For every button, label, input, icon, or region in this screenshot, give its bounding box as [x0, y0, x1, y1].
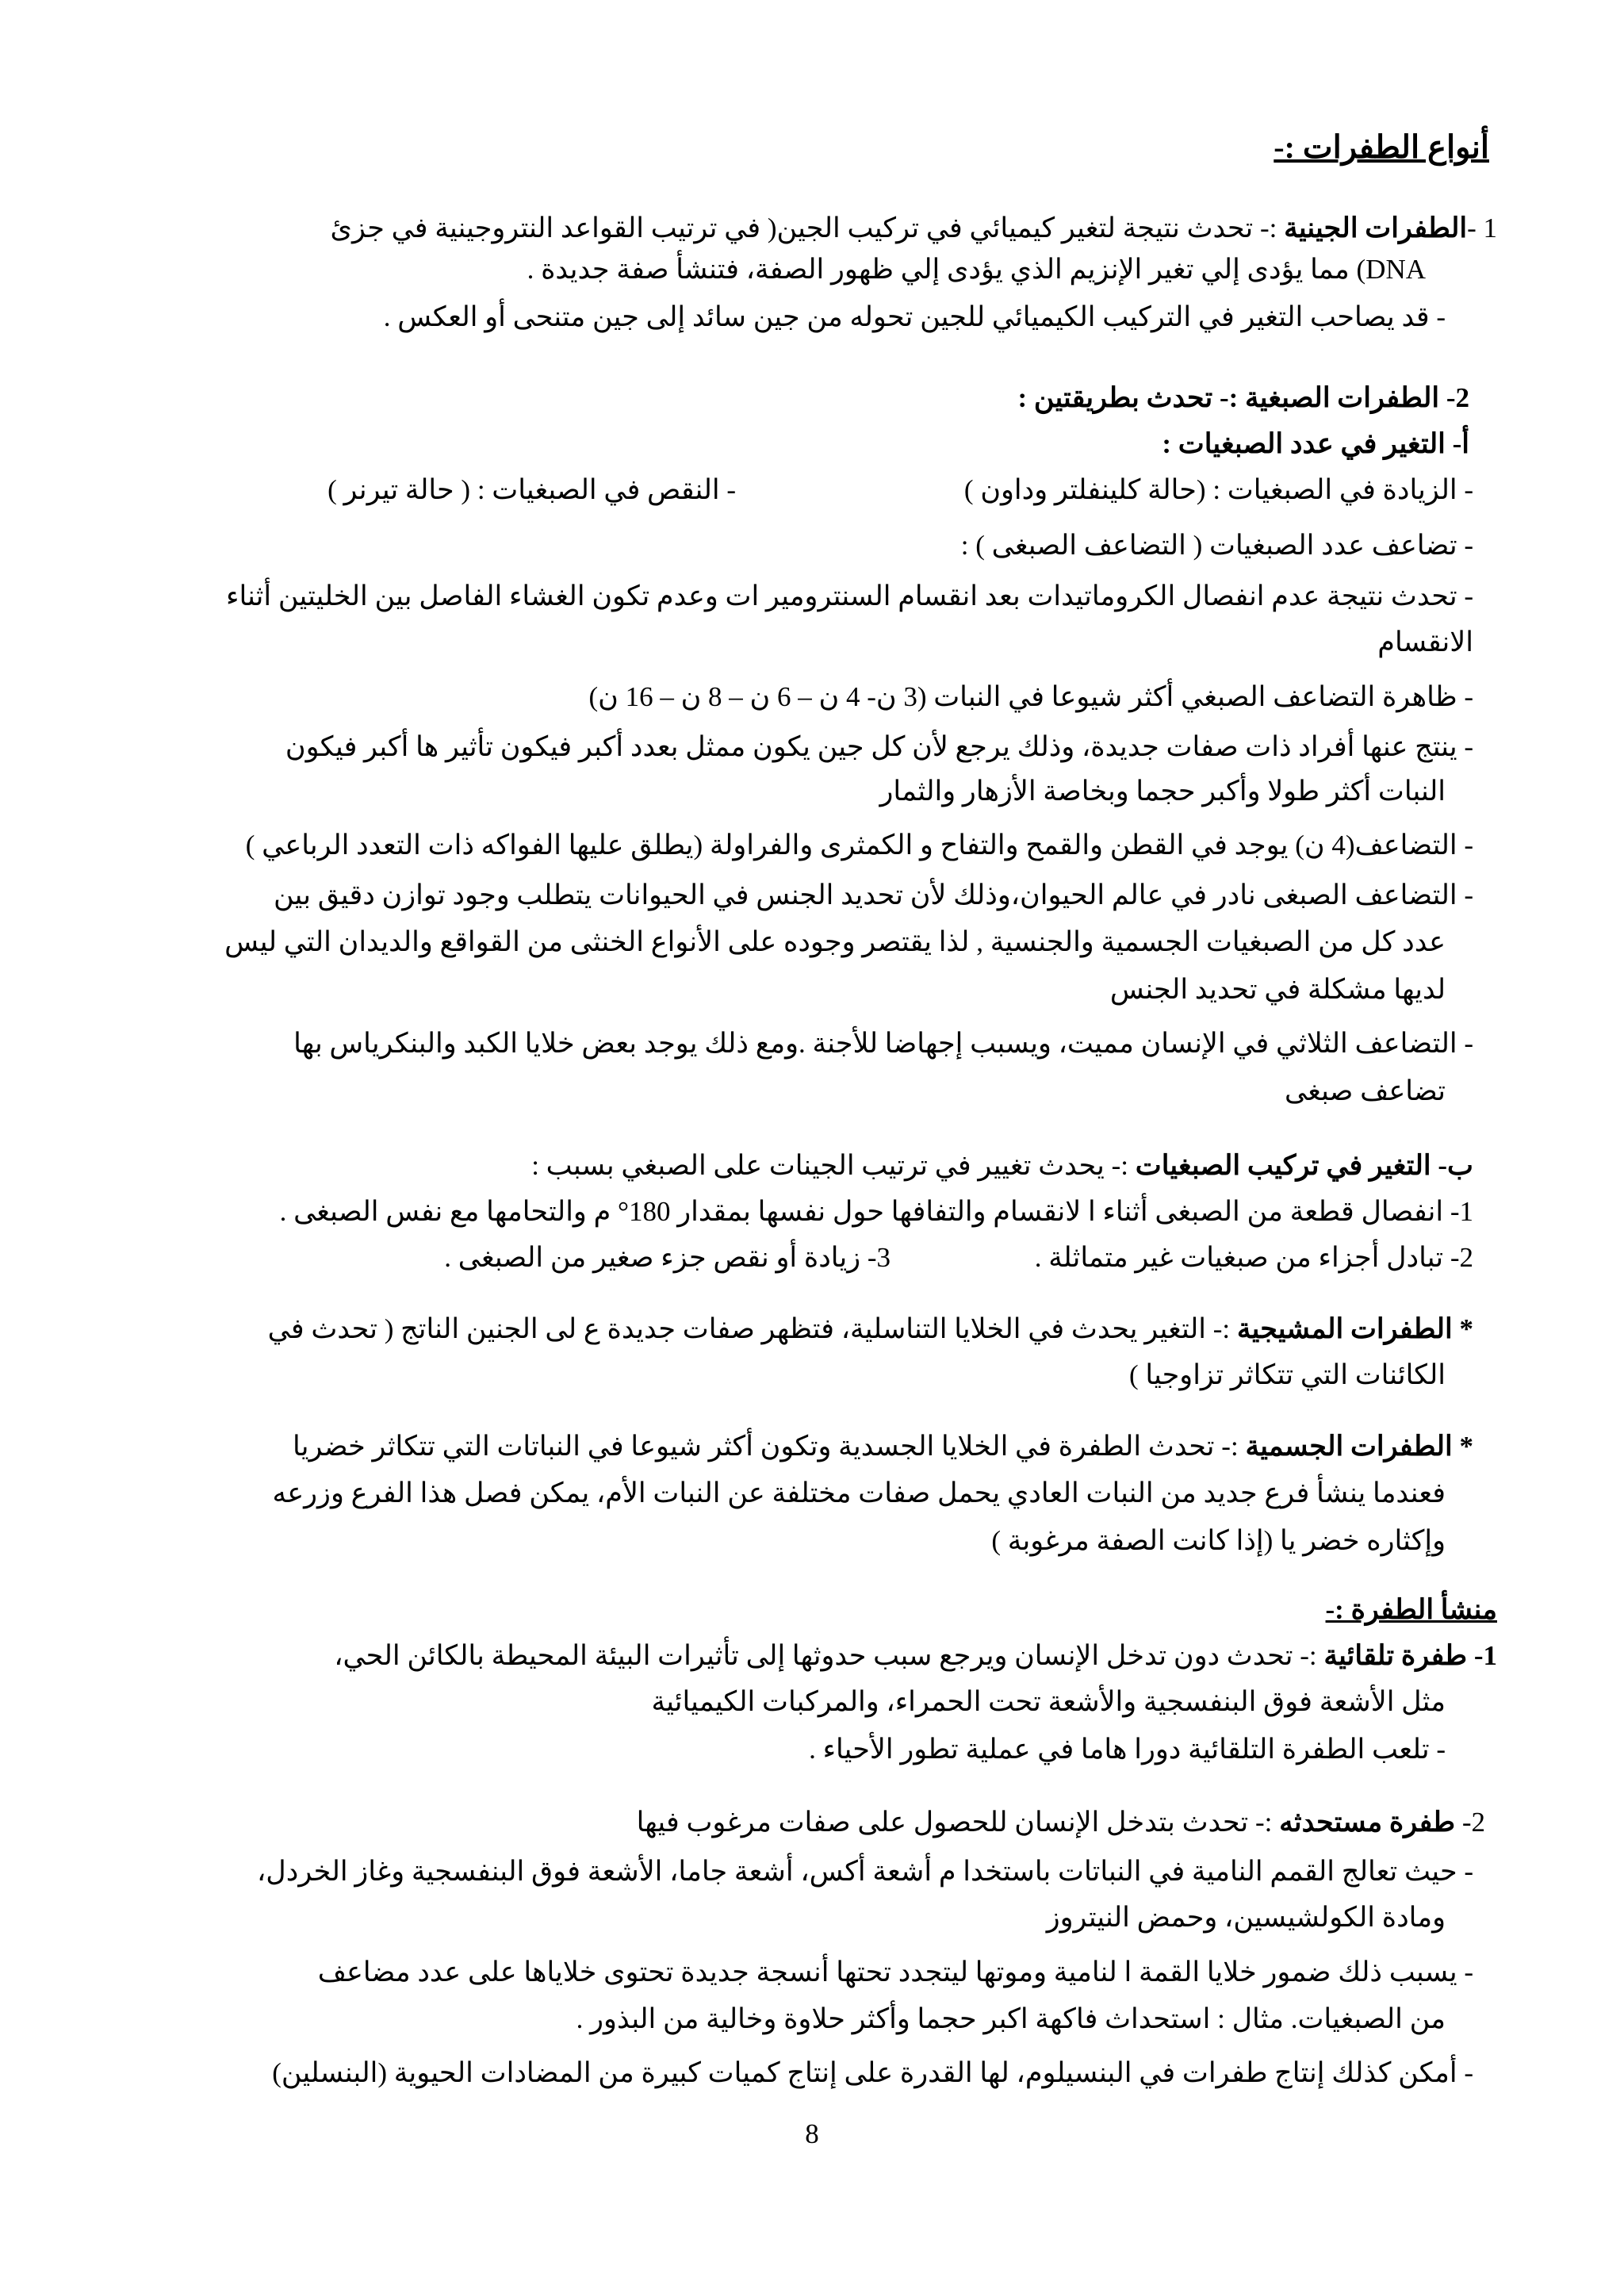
gene-mutation-text-1: :- تحدث نتيجة لتغير كيميائي في تركيب الجين( في ترتيب القواعد النتروجينية في جزئ [330, 213, 1277, 243]
gene-mutation-line-3: - قد يصاحب التغير في التركيب الكيميائي للجين تحوله من جين سائد إلى جين متنحى أو العكس . [383, 301, 1446, 332]
chromosomal-line-5: - ينتج عنها أفراد ذات صفات جديدة، وذلك يرجع لأن كل جين يكون ممثل بعدد أكبر فيكون تأثير ها أكبر فيكون [285, 731, 1473, 762]
chromosomal-line-11: - التضاعف الثلاثي في الإنسان مميت، ويسبب إجهاضا للأجنة .ومع ذلك يوجد بعض خلايا الكبد والبنكرياس بها [293, 1028, 1473, 1059]
induced-line-1: - حيث تعالج القمم النامية في النباتات باستخدا م أشعة أكس، أشعة جاما، الأشعة فوق البنفسجية وغاز الخردل، [257, 1856, 1473, 1887]
germinal-line-2: الكائنات التي تتكاثر تزاوجيا ) [1129, 1359, 1446, 1390]
spontaneous-title: 1- طفرة تلقائية [1323, 1640, 1497, 1671]
spontaneous-line-3: - تلعب الطفرة التلقائية دورا هاما في عملية تطور الأحياء . [809, 1734, 1446, 1765]
chromosomal-line-9: عدد كل من الصبغيات الجسمية والجنسية , لذا يقتصر وجوده على الأنواع الخنثى من القواقع والديدان التي ليس [224, 926, 1446, 957]
gene-mutation-line-1 [182, 208, 1497, 249]
somatic-title: * الطفرات الجسمية [1245, 1431, 1473, 1462]
somatic-line-2: فعندما ينشأ فرع جديد من النبات العادي يحمل صفات مختلفة عن النبات الأم، يمكن فصل هذا الفرع وزرعه [272, 1478, 1446, 1508]
chromosomal-line-8: - التضاعف الصبغى نادر في عالم الحيوان،وذلك لأن تحديد الجنس في الحيوانات يتطلب وجود توازن دقيق بين [274, 880, 1473, 910]
page-number: 8 [805, 2118, 819, 2149]
gene-mutation-title: الطفرات الجينية [1284, 213, 1468, 243]
somatic-line-3: وإكثاره خضر يا (إذا كانت الصفة مرغوبة ) [991, 1525, 1446, 1556]
chromosome-structure-title: ب- التغير في تركيب الصبغيات [1135, 1150, 1473, 1181]
chromosomal-line-12: تضاعف صبغى [1285, 1075, 1446, 1106]
page-title: أنواع الطفرات :- [1274, 129, 1489, 165]
chromosomal-line-3: الانقسام [1377, 627, 1473, 657]
chromosome-structure-line [182, 1145, 1473, 1186]
induced-line-5: - أمكن كذلك إنتاج طفرات في البنسيلوم، لها القدرة على إنتاج كميات كبيرة من المضادات الحيوية (البنسلين) [272, 2057, 1473, 2088]
chromosomal-line-7: - التضاعف(4 ن) يوجد في القطن والقمح والتفاح و الكمثرى والفراولة (يطلق عليها الفواكه ذات التعدد الرباعي ) [245, 830, 1473, 861]
gene-number: 1 - [1467, 213, 1497, 243]
chromosomal-mutation-title: 2- الطفرات الصبغية :- تحدث بطريقتين : [1017, 382, 1469, 413]
induced-line [182, 1802, 1485, 1843]
germinal-text-1: :- التغير يحدث في الخلايا التناسلية، فتظهر صفات جديدة ع لى الجنين الناتج ( تحدث في [267, 1313, 1231, 1344]
origin-title: منشأ الطفرة :- [1325, 1594, 1497, 1625]
chromosomal-line-4: - ظاهرة التضاعف الصبغي أكثر شيوعا في النبات (3 ن- 4 ن – 6 ن – 8 ن – 16 ن) [588, 681, 1473, 712]
structure-item-3: 3- زيادة أو نقص جزء صغير من الصبغى . [444, 1242, 891, 1273]
chromosomal-line-2: - تحدث نتيجة عدم انفصال الكروماتيدات بعد انقسام السنترومير ات وعدم تكون الغشاء الفاصل بين الخليتين أثناء [225, 581, 1473, 611]
chromosome-increase: - الزيادة في الصبغيات : (حالة كلينفلتر وداون ) [963, 474, 1473, 505]
structure-item-2: 2- تبادل أجزاء من صبغيات غير متماثلة . [1034, 1242, 1473, 1273]
induced-title: طفرة مستحدثه [1279, 1807, 1456, 1838]
chromosomal-line-10: لديها مشكلة في تحديد الجنس [1109, 974, 1446, 1005]
gene-mutation-line-2: DNA) مما يؤدى إلي تغير الإنزيم الذي يؤدى إلي ظهور الصفة، فتنشأ صفة جديدة . [527, 254, 1426, 285]
chromosome-number-change-title: أ- التغير في عدد الصبغيات : [1162, 428, 1469, 459]
chromosomal-line-1: - تضاعف عدد الصبغيات ( التضاعف الصبغى ) : [960, 530, 1473, 561]
chromosomal-line-6: النبات أكثر طولا وأكبر حجما وبخاصة الأزهار والثمار [879, 776, 1446, 807]
somatic-text-1: :- تحدث الطفرة في الخلايا الجسدية وتكون أكثر شيوعا في النباتات التي تتكاثر خضريا [293, 1431, 1239, 1462]
structure-item-1: 1- انفصال قطعة من الصبغى أثناء ا لانقسام والتفافها حول نفسها بمقدار 180° م والتحامها مع نفس الصبغى . [279, 1196, 1473, 1227]
induced-line-4: من الصبغيات. مثال : استحداث فاكهة اكبر حجما وأكثر حلاوة وخالية من البذور . [576, 2003, 1446, 2034]
chromosome-structure-text: :- يحدث تغيير في ترتيب الجينات على الصبغي بسبب : [531, 1150, 1129, 1181]
germinal-title: * الطفرات المشيجية [1236, 1313, 1473, 1344]
spontaneous-text-1: :- تحدث دون تدخل الإنسان ويرجع سبب حدوثها إلى تأثيرات البيئة المحيطة بالكائن الحي، [334, 1640, 1317, 1671]
chromosome-decrease: - النقص في الصبغيات : ( حالة تيرنر ) [327, 474, 736, 505]
spontaneous-line-1 [182, 1635, 1497, 1677]
induced-text: :- تحدث بتدخل الإنسان للحصول على صفات مرغوب فيها [636, 1807, 1273, 1838]
induced-line-2: ومادة الكولشيسين، وحمض النيتروز [1046, 1902, 1446, 1933]
germinal-line-1 [182, 1309, 1473, 1350]
induced-number: 2- [1461, 1807, 1485, 1838]
spontaneous-line-2: مثل الأشعة فوق البنفسجية والأشعة تحت الحمراء، والمركبات الكيميائية [651, 1686, 1446, 1717]
somatic-line-1 [182, 1426, 1473, 1467]
induced-line-3: - يسبب ذلك ضمور خلايا القمة ا لنامية وموتها ليتجدد تحتها أنسجة جديدة تحتوى خلاياها على عدد مضاعف [317, 1957, 1473, 1987]
